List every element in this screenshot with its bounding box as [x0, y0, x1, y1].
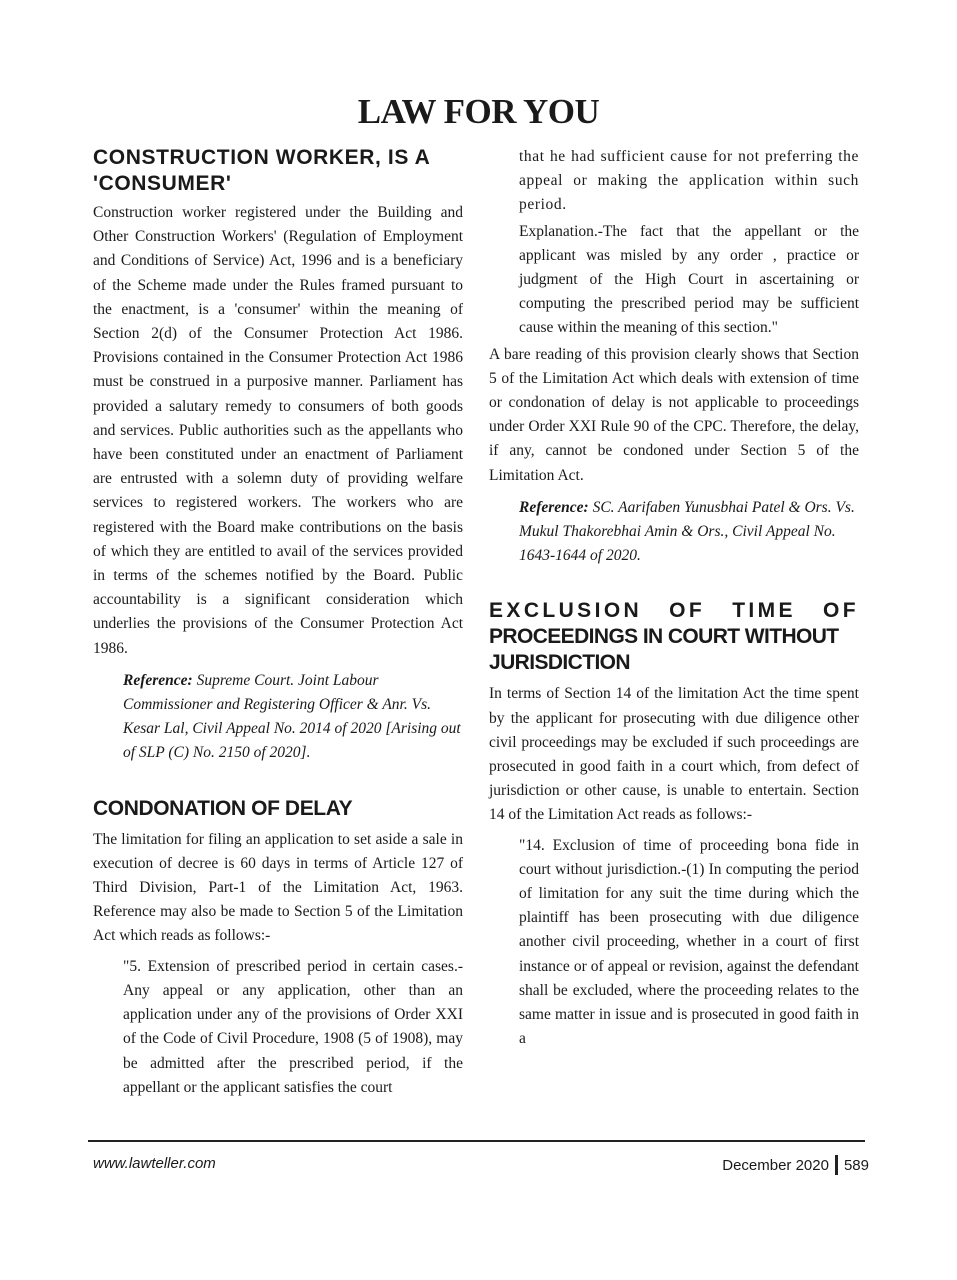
- reference-text: SC. Aarifaben Yunusbhai Patel & Ors. Vs. Mukul Thakorebhai Amin & Ors., Civil Appeal No. 1643-1644 of 2020.: [519, 498, 855, 565]
- footer-divider: [88, 1140, 865, 1142]
- page-number: 589: [843, 1156, 869, 1174]
- footer-separator: [835, 1155, 838, 1175]
- section-heading-exclusion: [489, 598, 859, 676]
- right-column: [489, 145, 859, 1052]
- section-heading-consumer: CONSTRUCTION WORKER, IS A 'CONSUMER': [93, 146, 430, 195]
- quote-section-14: "14. Exclusion of time of proceeding bona fide in court without jurisdiction.-(1) In computing the period of limitation for any suit the time during which the plaintiff has been prosecuting with due diligence another civil proceeding, whether in a court of first instance or of appeal or revision, against the defendant shall be excluded, where the proceeding relates to the same matter in issue and is prosecuted in good faith in a: [519, 836, 859, 1048]
- section-body-condonation: The limitation for filing an application to set aside a sale in execution of decree is 60 days in terms of Article 127 of Third Division, Part-1 of the Limitation Act, 1963. Reference may also be made to Section 5 of the Limitation Act which reads as follows:-: [93, 830, 463, 945]
- footer-info: [722, 1155, 869, 1175]
- page-title: LAW FOR YOU: [357, 92, 600, 131]
- left-column: [93, 145, 463, 1100]
- section-body-exclusion: In terms of Section 14 of the limitation Act the time spent by the applicant for prosecuting with due diligence other civil proceedings may be excluded if such proceedings are prosecuted in good faith in a court which, from defect of jurisdiction or other cause, is unable to entertain. Section 14 of the Limitation Act reads as follows:-: [489, 685, 859, 824]
- reference-aarifaben: [489, 496, 859, 569]
- reference-label: Reference:: [123, 671, 193, 689]
- footer-date: December 2020: [722, 1156, 829, 1174]
- section-body-consumer: Construction worker registered under the Building and Other Construction Workers' (Regulation of Employment and Conditions of Service) Act, 1996 and is a beneficiary of the Scheme made under the Rules framed pursuant to the enactment, is a 'consumer' within the meaning of Section 2(d) of the Consumer Protection Act 1986. Provisions contained in the Consumer Protection Act 1986 must be construed in a purposive manner. Parliament has provided a salutary remedy to consumers of both goods and services. Public authorities such as the appellants who have been constituted under an enactment of Parliament are entrusted with a solemn duty of providing welfare services to registered workers. The workers who are registered with the Board make contributions on the basis of which they are entitled to avail of the services provided in terms of the schemes notified by the Board. Public accountability is a significant consideration which underlies the provisions of the Consumer Protection Act 1986.: [93, 204, 463, 657]
- reference-text: Supreme Court. Joint Labour Commissioner and Registering Officer & Anr. Vs. Kesar Lal, Civil Appeal No. 2014 of 2020 [Arising out of SLP (C) No. 2150 of 2020].: [123, 671, 461, 762]
- reference-label: Reference:: [519, 498, 589, 516]
- quote-explanation: Explanation.-The fact that the appellant or the applicant was misled by any order , practice or judgment of the High Court in ascertaining or computing the prescribed period may be sufficient cause within the meaning of this section.": [519, 222, 859, 337]
- quote-section-5: "5. Extension of prescribed period in certain cases.- Any appeal or any application, other than an application under any of the provisions of Order XXI of the Code of Civil Procedure, 1908 (5 of 1908), may be admitted after the prescribed period, if the appellant or the applicant satisfies the court: [123, 957, 463, 1096]
- footer-website: www.lawteller.com: [93, 1155, 216, 1172]
- heading-line-2: PROCEEDINGS IN COURT WITHOUT JURISDICTION: [489, 625, 839, 675]
- heading-line-1: EXCLUSION OF TIME OF: [489, 599, 859, 623]
- quote-section-5-continued: that he had sufficient cause for not preferring the appeal or making the application within such period.: [519, 148, 859, 214]
- section-heading-condonation: CONDONATION OF DELAY: [93, 796, 353, 820]
- body-bare-reading: A bare reading of this provision clearly shows that Section 5 of the Limitation Act which deals with extension of time or condonation of delay is not applicable to proceedings under Order XXI Rule 90 of the CPC. Therefore, the delay, if any, cannot be condoned under Section 5 of the Limitation Act.: [489, 345, 859, 484]
- reference-consumer: [93, 669, 463, 766]
